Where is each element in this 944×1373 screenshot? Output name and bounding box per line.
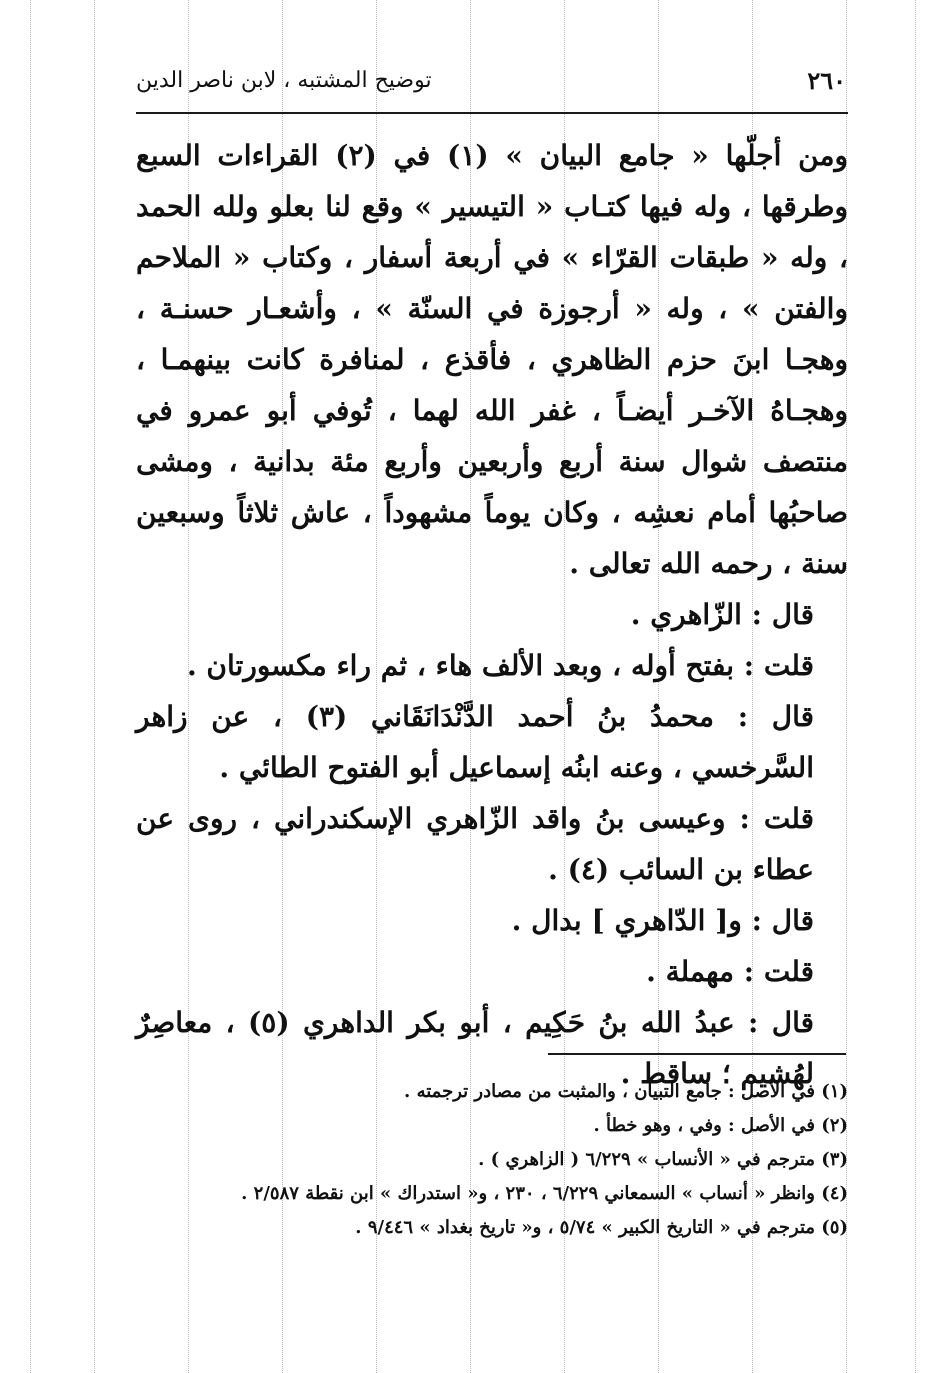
main-text — [136, 130, 848, 1099]
scan-guide-line — [30, 0, 31, 1373]
scan-guide-line — [94, 0, 95, 1373]
paragraph-qultu-isa: قلت : وعيسى بنُ واقد الزّاهري الإسكندراني ، روى عن عطاء بن السائب (٤) . — [136, 802, 814, 886]
footnotes — [136, 1075, 848, 1245]
footnote-item: (٤) وانظر « أنساب » السمعاني ٦/٢٢٩ ، ٢٣٠ ، و« استدراك » ابن نقطة ٢/٥٨٧ . — [241, 1183, 848, 1204]
paragraph-qultu-muhmala: قلت : مهملة . — [646, 955, 814, 988]
page-number: ٢٦٠ — [807, 66, 846, 95]
scan-guide-line — [915, 0, 916, 1373]
paragraph-qala-zahiri: قال : الزّاهري . — [630, 598, 814, 631]
paragraph-qultu-vocalization: قلت : بفتح أوله ، وبعد الألف هاء ، ثم راء مكسورتان . — [186, 649, 814, 682]
running-title: توضيح المشتبه ، لابن ناصر الدين — [136, 68, 432, 93]
paragraph-qala-dahiri: قال : و[ الدّاهري ] بدال . — [511, 904, 814, 937]
footnote-item: (١) في الأصل : جامع التبيان ، والمثبت من مصادر ترجمته . — [404, 1081, 848, 1102]
footnote-item: (٥) مترجم في « التاريخ الكبير » ٥/٧٤ ، و« تاريخ بغداد » ٩/٤٤٦ . — [355, 1217, 848, 1238]
paragraph-biography: ومن أجلّها « جامع البيان » (١) في (٢) القراءات السبع وطرقها ، وله فيها كتـاب « التيسير » وقع لنا بعلو ولله الحمد ، وله « طبقات القرّاء » في أربعة أسفار ، وكتاب « الملاحم والفتن » ، وله « أرجوزة في السنّة » ، وأشعـار حسنـة ، وهجـا ابنَ حزم الظاهري ، فأقذع ، لمنافرة كانت بينهمـا ، وهجـاهُ الآخـر أيضـاً ، غفر الله لهما ، تُوفي أبو عمرو في منتصف شوال سنة أربع وأربعين وأربع مئة بدانية ، ومشى صاحبُها أمام نعشِه ، وكان يوماً مشهوداً ، عاش ثلاثاً وسبعين سنة ، رحمه الله تعالى . — [136, 139, 848, 580]
footnote-item: (٣) مترجم في « الأنساب » ٦/٢٢٩ ( الزاهري ) . — [478, 1149, 848, 1170]
header-rule — [136, 112, 848, 114]
footnote-item: (٢) في الأصل : وفي ، وهو خطأ . — [593, 1115, 848, 1136]
footnote-rule — [548, 1053, 846, 1055]
paragraph-qala-abdullah: قال : عبدُ الله بنُ حَكِيم ، أبو بكر الداهري (٥) ، معاصِرٌ لهُشيم ؛ ساقط . — [136, 1006, 814, 1090]
paragraph-qala-dandanaqani: قال : محمدُ بنُ أحمد الدَّنْدَانَقَاني (٣) ، عن زاهر السَّرخسي ، وعنه ابنُه إسماعيل أبو الفتوح الطائي . — [136, 700, 814, 784]
page-header — [136, 60, 846, 112]
